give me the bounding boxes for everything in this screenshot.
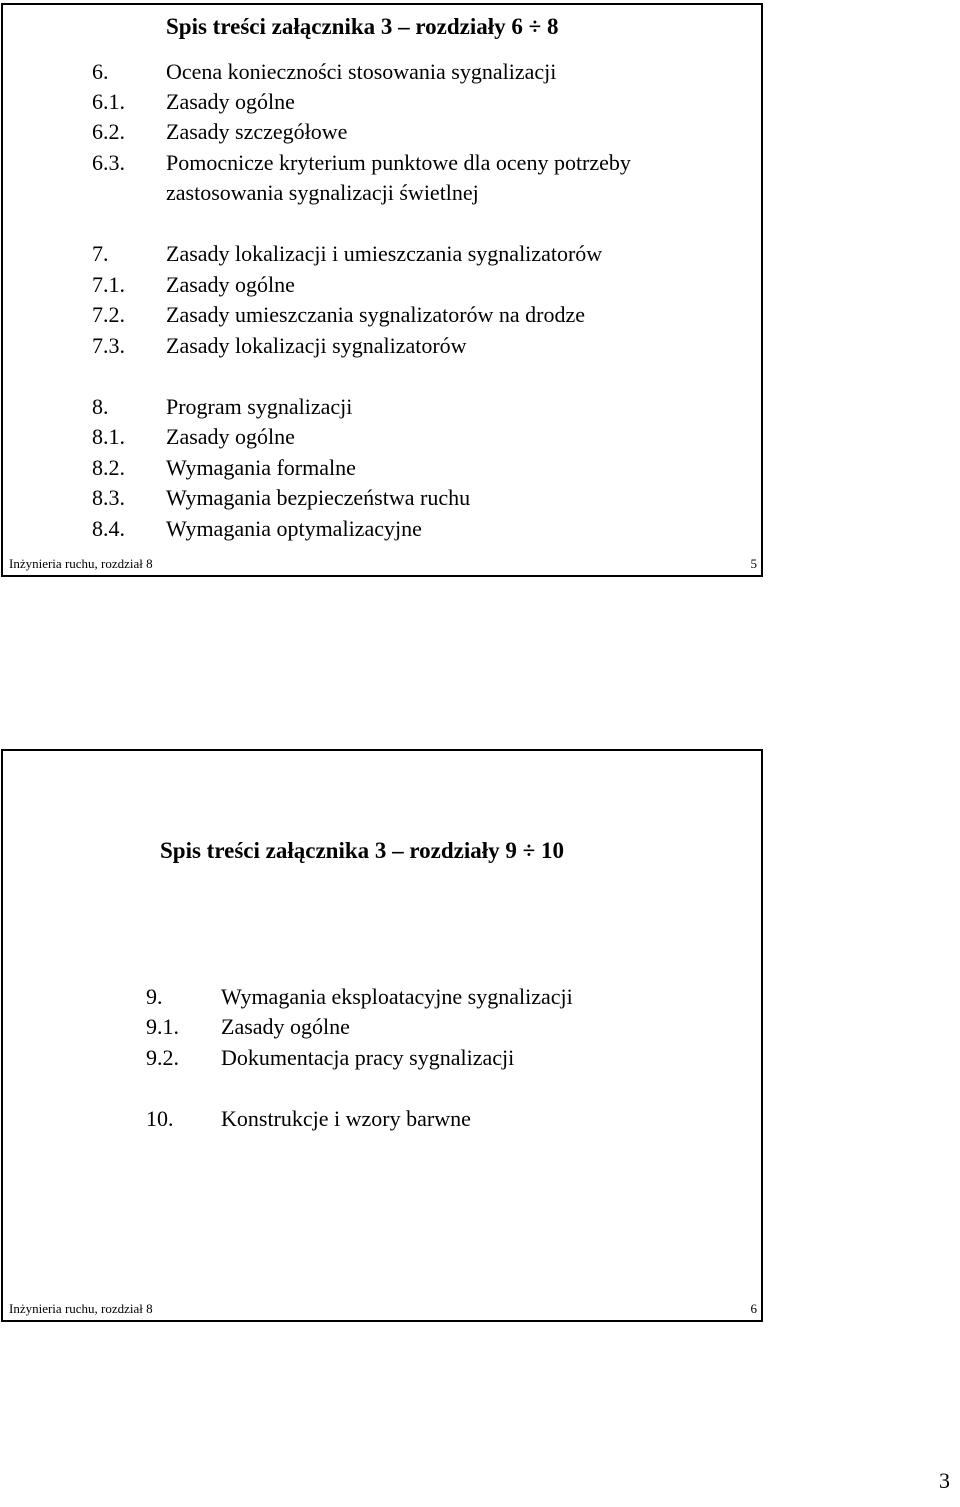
toc-item-text: Zasady umieszczania sygnalizatorów na drodze [166,302,586,327]
footer-source: Inżynieria ruchu, rozdział 8 [9,556,153,571]
toc-item-text: Wymagania optymalizacyjne [166,516,422,541]
toc-item-text: Konstrukcje i wzory barwne [221,1106,471,1131]
toc-item-text: Zasady ogólne [166,424,295,449]
toc-item-number: 8. [92,394,109,419]
footer-slide-number: 6 [750,1301,757,1316]
toc-item-number: 7.3. [92,333,125,358]
toc-item-text: Ocena konieczności stosowania sygnalizacji [166,59,557,84]
toc-item-text: Wymagania formalne [166,455,356,480]
slide-title: Spis treści załącznika 3 – rozdziały 6 ÷ 8 [166,14,559,39]
toc-item-text: Zasady ogólne [221,1014,350,1039]
slide-5 [1,3,763,577]
slide-title: Spis treści załącznika 3 – rozdziały 9 ÷ 10 [160,838,565,863]
toc-item-number: 8.4. [92,516,125,541]
toc-item-number: 7.1. [92,272,125,297]
toc-item-number: 8.1. [92,424,125,449]
toc-item-number: 9. [146,984,163,1009]
toc-item-text: Dokumentacja pracy sygnalizacji [221,1045,515,1070]
toc-item-number: 7.2. [92,302,125,327]
toc-item-text: Zasady ogólne [166,272,295,297]
toc-item-number: 6.2. [92,119,125,144]
toc-item-number: 7. [92,241,109,266]
toc-item-number: 6. [92,59,109,84]
toc-item-number: 9.1. [146,1014,179,1039]
toc-item-number: 8.2. [92,455,125,480]
toc-item-number: 9.2. [146,1045,179,1070]
toc-item-text: Zasady lokalizacji sygnalizatorów [166,333,467,358]
toc-item-text: zastosowania sygnalizacji świetlnej [166,180,479,205]
toc-item-text: Wymagania bezpieczeństwa ruchu [166,485,471,510]
toc-item-number: 6.1. [92,89,125,114]
toc-item-text: Wymagania eksploatacyjne sygnalizacji [221,984,573,1009]
page-number: 3 [939,1468,950,1493]
toc-item-number: 6.3. [92,150,125,175]
toc-item-text: Zasady ogólne [166,89,295,114]
toc-item-number: 10. [146,1106,174,1131]
toc-item-text: Program sygnalizacji [166,394,353,419]
footer-slide-number: 5 [750,556,757,571]
toc-item-text: Pomocnicze kryterium punktowe dla oceny potrzeby [166,150,631,175]
toc-item-text: Zasady lokalizacji i umieszczania sygnalizatorów [166,241,603,266]
toc-item-number: 8.3. [92,485,125,510]
slide-6 [1,749,763,1322]
footer-source: Inżynieria ruchu, rozdział 8 [9,1301,153,1316]
toc-item-text: Zasady szczegółowe [166,119,348,144]
